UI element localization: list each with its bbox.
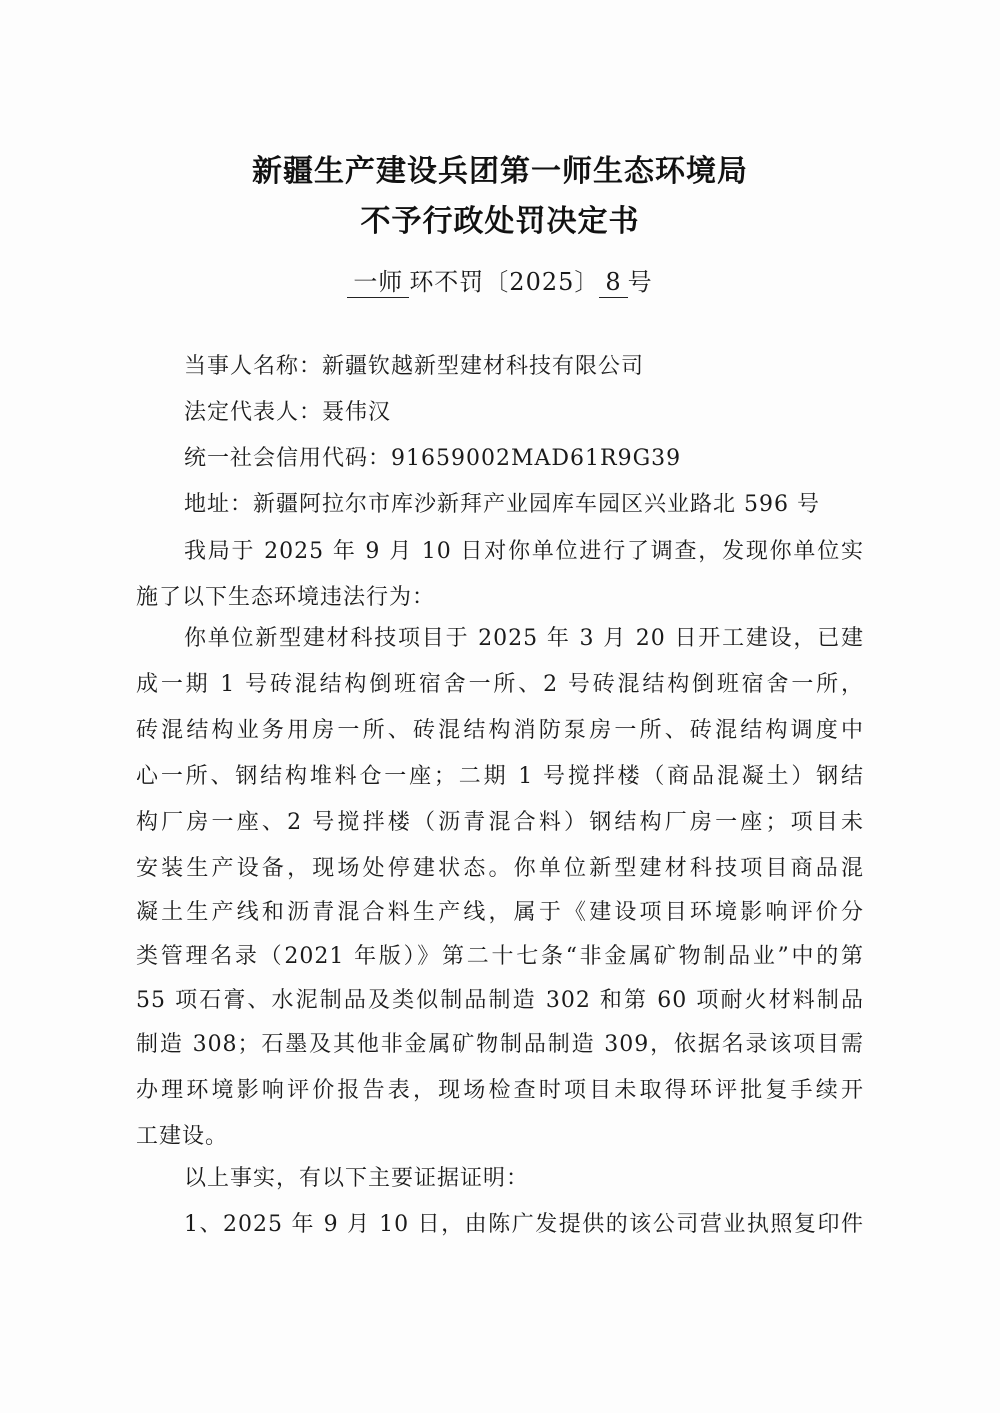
credit-code: 统一社会信用代码：91659002MAD61R9G39 <box>184 446 682 471</box>
title-line-1: 新疆生产建设兵团第一师生态环境局 <box>252 154 748 189</box>
body-line: 1、2025 年 9 月 10 日，由陈广发提供的该公司营业执照复印件 <box>184 1212 864 1237</box>
body-line: 办理环境影响评价报告表，现场检查时项目未取得环评批复手续开 <box>136 1078 864 1103</box>
doc-number-middle: 环不罚〔2025〕 <box>409 268 600 296</box>
body-line: 安装生产设备，现场处停建状态。你单位新型建材科技项目商品混 <box>136 856 864 881</box>
body-line: 你单位新型建材科技项目于 2025 年 3 月 20 日开工建设，已建 <box>184 626 864 651</box>
doc-number-prefix: 一师 <box>347 267 409 298</box>
address: 地址：新疆阿拉尔市库沙新拜产业园库车园区兴业路北 596 号 <box>184 492 820 517</box>
body-line: 我局于 2025 年 9 月 10 日对你单位进行了调查，发现你单位实 <box>184 539 864 564</box>
body-line: 55 项石膏、水泥制品及类似制品制造 302 和第 60 项耐火材料制品 <box>136 988 864 1013</box>
doc-number-value: 8 <box>599 267 627 298</box>
body-line: 成一期 1 号砖混结构倒班宿舍一所、2 号砖混结构倒班宿舍一所， <box>136 672 864 697</box>
body-line: 制造 308；石墨及其他非金属矿物制品制造 309，依据名录该项目需 <box>136 1032 864 1057</box>
document-number <box>0 262 1000 298</box>
body-line: 心一所、钢结构堆料仓一座；二期 1 号搅拌楼（商品混凝土）钢结 <box>136 764 864 789</box>
party-name: 当事人名称：新疆钦越新型建材科技有限公司 <box>184 354 645 379</box>
legal-representative: 法定代表人：聂伟汉 <box>184 400 392 425</box>
body-line: 施了以下生态环境违法行为： <box>136 585 436 610</box>
body-line: 工建设。 <box>136 1124 229 1149</box>
body-line: 砖混结构业务用房一所、砖混结构消防泵房一所、砖混结构调度中 <box>136 718 864 743</box>
body-line: 以上事实，有以下主要证据证明： <box>184 1166 530 1191</box>
body-line: 构厂房一座、2 号搅拌楼（沥青混合料）钢结构厂房一座；项目未 <box>136 810 864 835</box>
body-line: 凝土生产线和沥青混合料生产线，属于《建设项目环境影响评价分 <box>136 900 864 925</box>
body-line: 类管理名录（2021 年版）》第二十七条“非金属矿物制品业”中的第 <box>136 944 864 969</box>
doc-number-suffix: 号 <box>627 268 653 296</box>
title-line-2: 不予行政处罚决定书 <box>360 204 640 239</box>
